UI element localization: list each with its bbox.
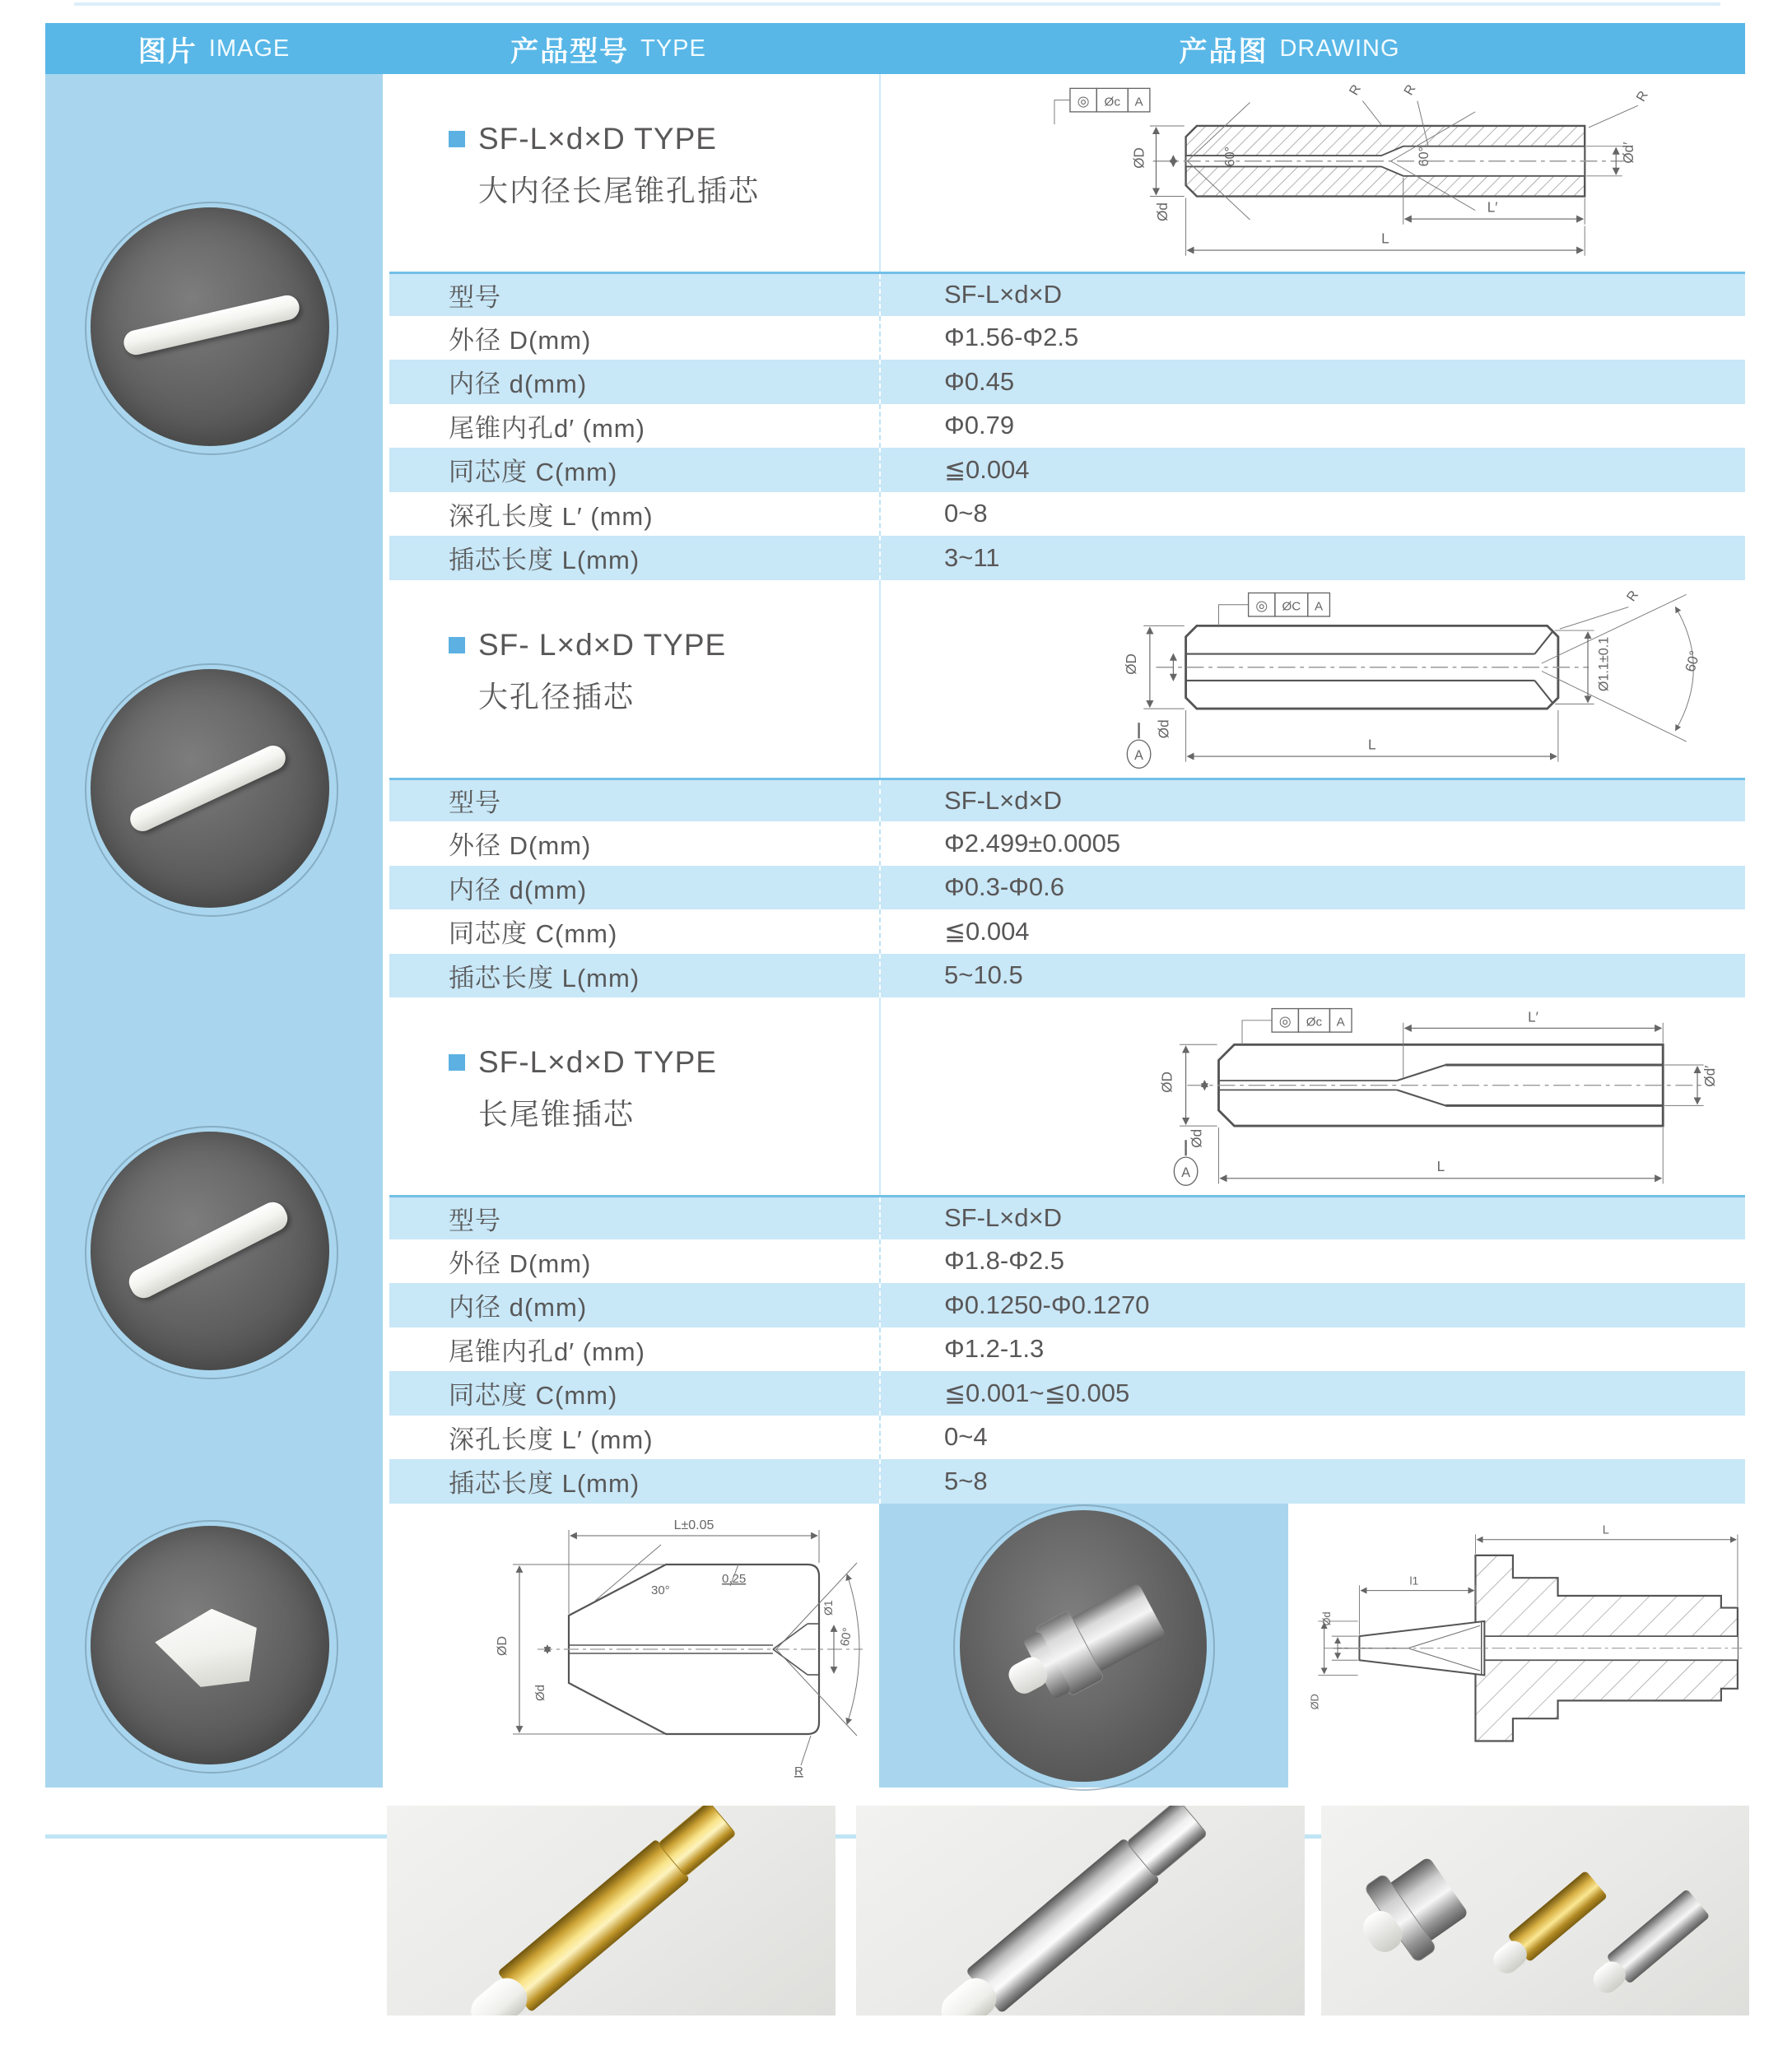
spec-row (389, 1459, 1745, 1504)
section3-title-band (389, 997, 1745, 1195)
section2-title (389, 580, 879, 778)
svg-text:L′: L′ (1487, 199, 1498, 216)
product-photo-steel-pin (856, 1806, 1305, 2015)
svg-text:R: R (1401, 81, 1419, 98)
section2-title-zh: 大孔径插芯 (478, 679, 635, 714)
spec-value: 0~4 (879, 1416, 1745, 1460)
svg-text:L: L (1602, 1523, 1609, 1537)
spec-value: Φ1.56-Φ2.5 (879, 316, 1745, 360)
spec-row (389, 1416, 1745, 1460)
svg-text:R: R (1623, 587, 1642, 604)
technical-drawing-3 (881, 997, 1745, 1195)
page-top-rule (74, 2, 1720, 6)
svg-text:Øc: Øc (1306, 1015, 1323, 1030)
spec-label: 插芯长度 L(mm) (449, 1469, 640, 1499)
image-column (45, 74, 383, 1788)
svg-text:◎: ◎ (1255, 597, 1268, 613)
spec-value: 5~10.5 (879, 954, 1745, 998)
spec-value: Φ1.8-Φ2.5 (879, 1239, 1745, 1284)
header-drawing-zh: 产品图 (1179, 35, 1268, 67)
spec-label: 深孔长度 L′ (mm) (449, 501, 654, 531)
svg-text:L: L (1367, 737, 1376, 753)
section1-title (389, 74, 879, 272)
header-type-zh: 产品型号 (510, 35, 630, 67)
svg-text:A: A (1134, 95, 1143, 109)
svg-text:R: R (794, 1764, 803, 1778)
spec-label: 型号 (449, 282, 501, 312)
svg-text:Ød: Ød (1156, 718, 1172, 738)
steel-pin-image (856, 1806, 1305, 2015)
svg-text:◎: ◎ (1278, 1013, 1292, 1030)
table-body (45, 74, 1745, 1788)
spec-row (389, 821, 1745, 866)
gold-pin-image (387, 1806, 835, 2015)
svg-text:60°: 60° (1417, 146, 1432, 167)
spec-row (389, 272, 1745, 316)
section1-title-en: SF-L×d×D TYPE (478, 122, 717, 156)
svg-text:A: A (1181, 1165, 1190, 1180)
spec-row (389, 778, 1745, 822)
svg-text:60°: 60° (1682, 649, 1703, 673)
product-photo-ferrule-3 (91, 1132, 329, 1370)
bullet-icon (449, 637, 465, 653)
spec-value: Φ0.79 (879, 404, 1745, 449)
spec-label: 外径 D(mm) (449, 831, 592, 861)
product-photo-ferrule-2 (91, 669, 329, 908)
spec-row (389, 954, 1745, 998)
ceramic-cone (150, 1602, 258, 1694)
header-type-en: TYPE (640, 35, 706, 62)
ceramic-rod (124, 1197, 291, 1302)
svg-text:Ø1: Ø1 (822, 1599, 835, 1616)
spec-value: Φ2.499±0.0005 (879, 821, 1745, 866)
ceramic-rod (126, 742, 289, 835)
spec-value: ≦0.004 (879, 448, 1745, 492)
spec-row (389, 909, 1745, 954)
spec-row (389, 1239, 1745, 1284)
svg-text:L′: L′ (1528, 1009, 1538, 1025)
spec-row (389, 1327, 1745, 1372)
spec-label: 插芯长度 L(mm) (449, 963, 640, 993)
section3-title-zh: 长尾锥插芯 (478, 1097, 635, 1131)
section1-spec-table (389, 272, 1745, 580)
spec-value: SF-L×d×D (879, 1197, 1745, 1239)
spec-row (389, 1371, 1745, 1416)
spec-label: 插芯长度 L(mm) (449, 546, 640, 575)
header-image-zh: 图片 (137, 35, 198, 67)
header-image-en: IMAGE (208, 35, 291, 62)
header-drawing-column (834, 23, 1745, 74)
header-image-column (45, 23, 383, 74)
parts-set-image (1321, 1806, 1749, 2015)
section1-title-zh: 大内径长尾锥孔插芯 (478, 174, 761, 207)
spec-row (389, 492, 1745, 537)
spec-row (389, 404, 1745, 449)
spec-value: SF-L×d×D (879, 780, 1745, 822)
bullet-icon (449, 1054, 465, 1071)
svg-text:ØD: ØD (1159, 1072, 1175, 1093)
section3-drawing (879, 997, 1745, 1195)
svg-text:ØD: ØD (496, 1635, 510, 1656)
spec-label: 内径 d(mm) (449, 370, 588, 399)
spec-label: 内径 d(mm) (449, 1293, 588, 1323)
spec-label: 尾锥内孔d′ (mm) (449, 413, 645, 443)
spec-value: 3~11 (879, 536, 1745, 580)
svg-text:Ød′: Ød′ (1701, 1065, 1718, 1087)
svg-text:Ød: Ød (1320, 1611, 1333, 1625)
spec-value: ≦0.004 (879, 909, 1745, 954)
product-photo-gold-pin (387, 1806, 835, 2015)
spec-value: Φ0.45 (879, 360, 1745, 404)
spec-value: Φ1.2-1.3 (879, 1327, 1745, 1372)
spec-label: 外径 D(mm) (449, 1248, 592, 1278)
section3-spec-table (389, 1195, 1745, 1504)
svg-text:L: L (1381, 230, 1389, 247)
svg-text:Øc: Øc (1104, 95, 1120, 109)
svg-text:ØD: ØD (1308, 1693, 1321, 1709)
svg-text:L: L (1436, 1159, 1445, 1175)
svg-text:60°: 60° (837, 1625, 855, 1648)
spec-label: 同芯度 C(mm) (449, 919, 618, 949)
spec-row (389, 316, 1745, 360)
svg-text:◎: ◎ (1077, 93, 1090, 109)
section3-title-en: SF-L×d×D TYPE (478, 1045, 717, 1079)
section4-drawing-b (1288, 1504, 1745, 1788)
svg-text:60°: 60° (1222, 146, 1238, 167)
svg-text:Ød: Ød (1189, 1128, 1205, 1148)
svg-text:Ød: Ød (533, 1684, 547, 1701)
technical-drawing-4b (1288, 1504, 1745, 1788)
table-header (45, 23, 1745, 74)
svg-text:Ød: Ød (1154, 202, 1171, 221)
spec-row (389, 1283, 1745, 1327)
product-photo-connector (960, 1510, 1207, 1782)
svg-text:R: R (1633, 88, 1651, 105)
section1-title-band (389, 74, 1745, 272)
svg-text:Ø1.1±0.1: Ø1.1±0.1 (1596, 636, 1612, 691)
spec-row (389, 448, 1745, 492)
spec-label: 同芯度 C(mm) (449, 1381, 618, 1411)
section1-drawing (879, 74, 1745, 272)
svg-text:R: R (1346, 81, 1365, 98)
spec-label: 型号 (449, 788, 501, 818)
spec-row (389, 866, 1745, 910)
header-drawing-en: DRAWING (1279, 35, 1400, 62)
svg-text:l1: l1 (1409, 1574, 1419, 1587)
spec-value: 0~8 (879, 492, 1745, 537)
spec-label: 深孔长度 L′ (mm) (449, 1425, 654, 1454)
section4-drawing-a (389, 1504, 879, 1788)
svg-text:30°: 30° (651, 1583, 670, 1597)
section2-title-en: SF- L×d×D TYPE (478, 627, 727, 662)
svg-text:0.25: 0.25 (722, 1571, 747, 1586)
header-type-column (383, 23, 834, 74)
spec-label: 型号 (449, 1206, 501, 1235)
ceramic-rod (121, 293, 301, 357)
technical-drawing-4a (389, 1504, 879, 1788)
spec-value: Φ0.3-Φ0.6 (879, 866, 1745, 910)
spec-label: 尾锥内孔d′ (mm) (449, 1337, 645, 1366)
svg-text:A: A (1336, 1015, 1345, 1030)
spec-value: SF-L×d×D (879, 274, 1745, 316)
section3-title (389, 997, 879, 1195)
technical-drawing-2 (881, 580, 1745, 778)
svg-text:ØD: ØD (1131, 147, 1147, 169)
sections (389, 74, 1745, 1788)
svg-text:ØC: ØC (1282, 598, 1301, 613)
catalog-table (45, 23, 1745, 1788)
section4-band (389, 1504, 1745, 1788)
svg-text:A: A (1134, 747, 1143, 763)
spec-value: Φ0.1250-Φ0.1270 (879, 1283, 1745, 1327)
section2-drawing (879, 580, 1745, 778)
technical-drawing-1 (881, 74, 1745, 272)
section2-title-band (389, 580, 1745, 778)
spec-label: 内径 d(mm) (449, 875, 588, 904)
svg-text:ØD: ØD (1123, 653, 1139, 675)
spec-label: 外径 D(mm) (449, 325, 592, 355)
product-photo-ferrule-1 (91, 207, 329, 446)
section4-photo-block (879, 1504, 1288, 1788)
spec-row (389, 1195, 1745, 1239)
spec-label: 同芯度 C(mm) (449, 458, 618, 487)
svg-text:L±0.05: L±0.05 (673, 1518, 714, 1532)
product-photo-parts-set (1321, 1806, 1749, 2015)
svg-text:Ød′: Ød′ (1621, 142, 1637, 164)
metal-connector-image (960, 1510, 1207, 1782)
spec-row (389, 536, 1745, 580)
product-photo-cone (91, 1526, 329, 1764)
bullet-icon (449, 131, 465, 147)
spec-row (389, 360, 1745, 404)
spec-value: 5~8 (879, 1459, 1745, 1504)
svg-text:A: A (1315, 598, 1324, 613)
spec-value: ≦0.001~≦0.005 (879, 1371, 1745, 1416)
section2-spec-table (389, 778, 1745, 998)
